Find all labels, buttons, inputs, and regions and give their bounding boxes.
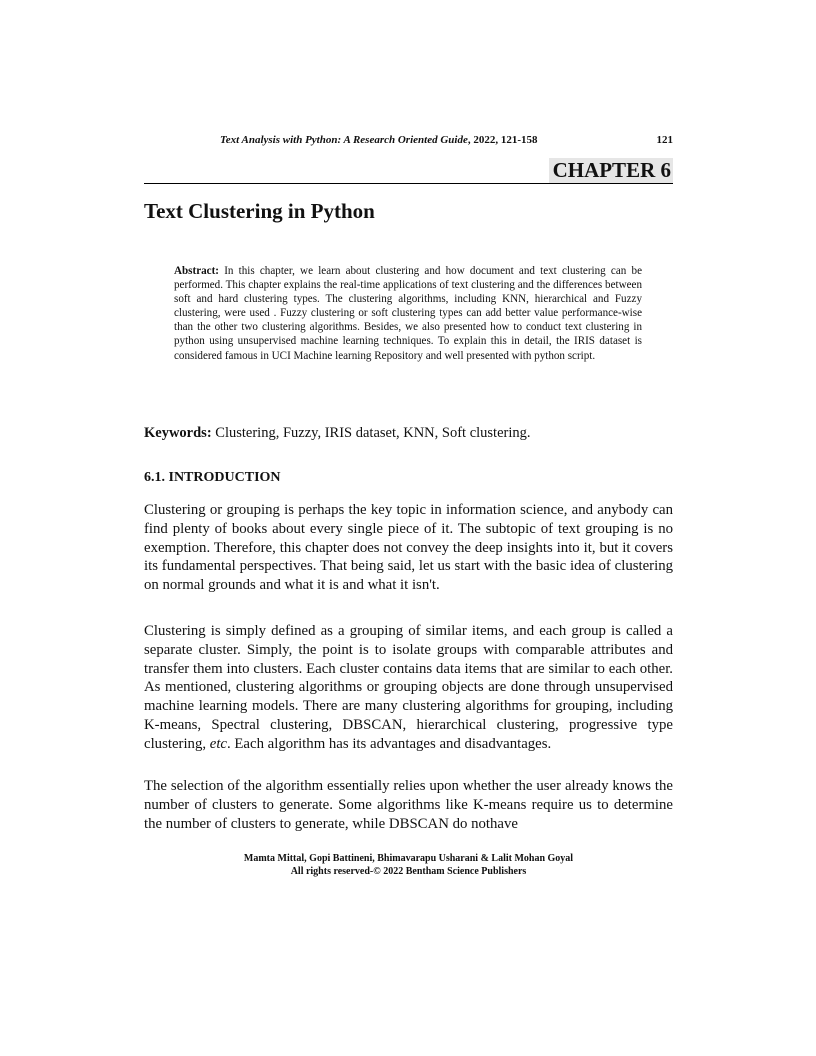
abstract-label: Abstract:	[174, 265, 219, 277]
chapter-label: CHAPTER 6	[549, 158, 673, 183]
footer-rights: All rights reserved-© 2022 Bentham Science Publishers	[290, 866, 527, 877]
keywords-text: Clustering, Fuzzy, IRIS dataset, KNN, Soft clustering.	[211, 425, 531, 441]
paragraph-1: Clustering or grouping is perhaps the key topic in information science, and anybody can find plenty of books about every single piece of it. The subtopic of text grouping is no exemption. Therefore, this chapter does not convey the deep insights into it, but it covers its fundamental perspectives. That being said, let us start with the basic idea of clustering on normal grounds and what it is and what it isn't.	[144, 502, 673, 594]
paragraph-2-etc: etc	[209, 735, 227, 752]
keywords-label: Keywords:	[144, 425, 212, 441]
section-heading: 6.1. INTRODUCTION	[144, 470, 281, 485]
running-head-title	[220, 133, 538, 147]
chapter-title: Text Clustering in Python	[144, 199, 375, 223]
paragraph-2-text-b: . Each algorithm has its advantages and disadvantages.	[227, 735, 552, 752]
footer-authors: Mamta Mittal, Gopi Battineni, Bhimavarapu Usharani & Lalit Mohan Goyal	[243, 853, 574, 864]
header-rule	[144, 183, 673, 184]
paragraph-2	[144, 622, 673, 754]
book-title: Text Analysis with Python: A Research Oriented Guide	[220, 134, 468, 146]
paragraph-2-text-a: Clustering is simply defined as a grouping of similar items, and each group is called a separate cluster. Simply, the point is to isolate groups with comparable attributes and transfer them into clusters. Each cluster contains data items that are similar to each other. As mentioned, clustering algorithms or grouping objects are done through unsupervised machine learning models. There are many clustering algorithms for grouping, including K-means, Spectral clustering, DBSCAN, hierarchical clustering, progressive type clustering,	[144, 623, 673, 752]
footer	[144, 852, 673, 878]
paragraph-3: The selection of the algorithm essentially relies upon whether the user already knows the number of clusters to generate. Some algorithms like K-means require us to determine the number of clusters to generate, while DBSCAN do nothave	[144, 778, 673, 832]
keywords	[144, 424, 673, 442]
abstract	[174, 264, 642, 363]
book-details: , 2022, 121-158	[467, 134, 538, 146]
page-number: 121	[656, 134, 673, 146]
abstract-text: In this chapter, we learn about clustering and how document and text clustering can be performed. This chapter explains the real-time applications of text clustering and the differences between soft and hard clustering types. The clustering algorithms, including KNN, hierarchical and Fuzzy clustering, were used . Fuzzy clustering or soft clustering types can add better value performance-wise than the other two clustering algorithms. Besides, we also presented how to conduct text clustering in python using unsupervised machine learning techniques. To explain this in detail, the IRIS dataset is considered famous in UCI Machine learning Repository and well presented with python script.	[174, 265, 642, 362]
